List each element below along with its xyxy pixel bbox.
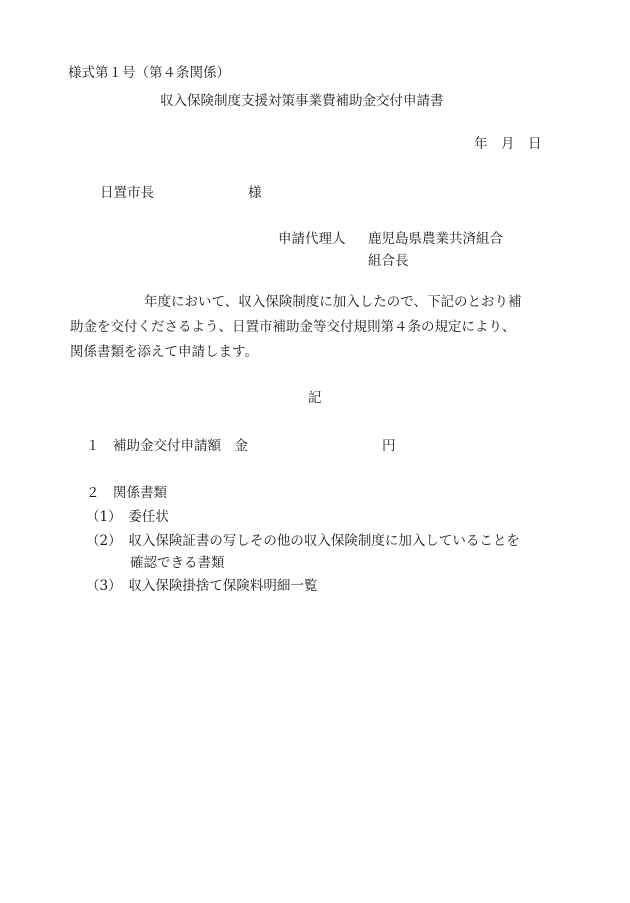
- document-list-item: （1） 委任状: [86, 509, 169, 525]
- form-number: 様式第１号（第４条関係）: [68, 65, 230, 81]
- ki-heading: 記: [308, 390, 322, 406]
- item-1-label: １ 補助金交付申請額 金: [86, 438, 248, 454]
- item-2-label: ２ 関係書類: [86, 485, 167, 501]
- addressee-suffix: 様: [248, 185, 262, 201]
- applicant-label: 申請代理人: [278, 231, 346, 247]
- addressee-name: 日置市長: [100, 185, 154, 201]
- body-line-1: 年度において、収入保険制度に加入したので、下記のとおり補: [144, 294, 522, 310]
- item-1-unit: 円: [382, 438, 396, 454]
- date-field: 年 月 日: [474, 136, 542, 152]
- document-list-item: （3） 収入保険掛捨て保険料明細一覧: [86, 578, 318, 594]
- document-title: 収入保険制度支援対策事業費補助金交付申請書: [160, 93, 444, 109]
- document-list-item: （2） 収入保険証書の写しその他の収入保険制度に加入していることを: [86, 533, 520, 549]
- applicant-title: 組合長: [368, 253, 409, 269]
- body-line-2: 助金を交付くださるよう、日置市補助金等交付規則第４条の規定により、: [70, 319, 516, 335]
- applicant-org: 鹿児島県農業共済組合: [368, 231, 503, 247]
- document-list-item-continued: 確認できる書類: [130, 555, 225, 571]
- body-line-3: 関係書類を添えて申請します。: [70, 344, 258, 360]
